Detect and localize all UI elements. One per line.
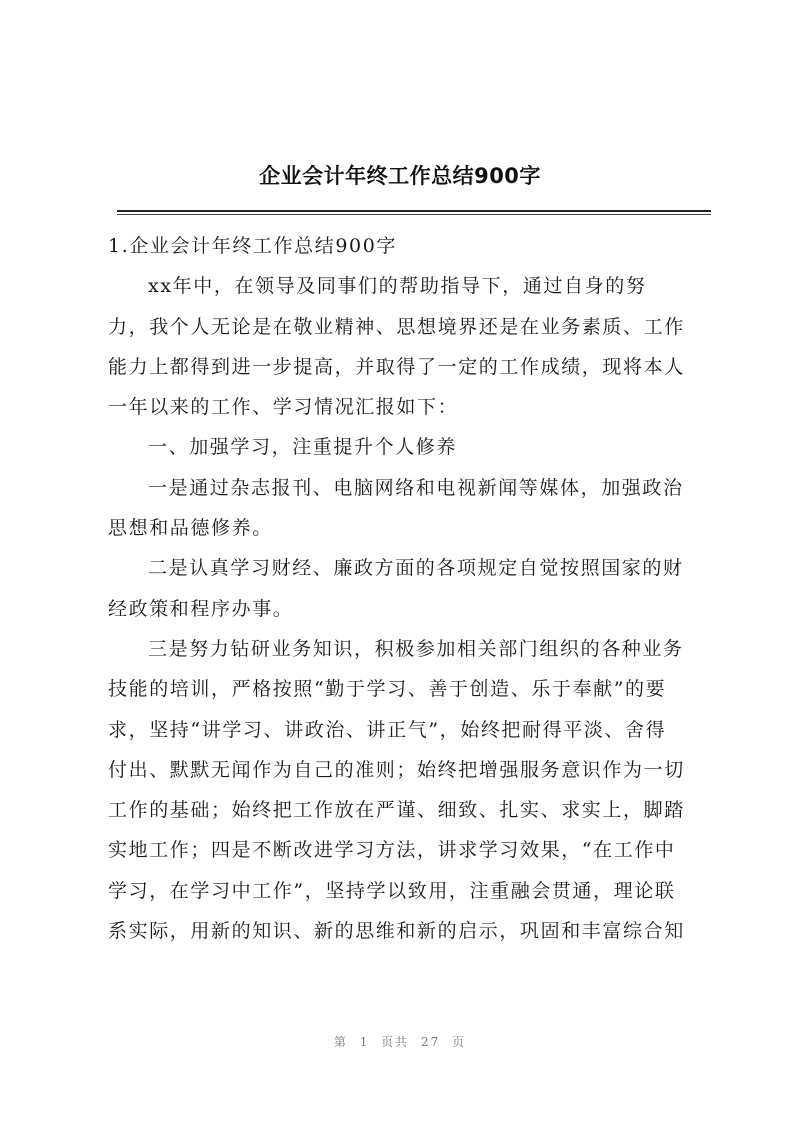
paragraph-line: 求，坚持“讲学习、讲政治、讲正气”，始终把耐得平淡、舍得 — [108, 718, 667, 741]
section-heading: 1.企业会计年终工作总结900字 — [108, 235, 397, 257]
paragraph-line: 系实际，用新的知识、新的思维和新的启示，巩固和丰富综合知 — [108, 920, 685, 943]
paragraph-line: 能力上都得到进一步提高，并取得了一定的工作成绩，现将本人 — [108, 355, 685, 378]
paragraph-line: 学习，在学习中工作”，坚持学以致用，注重融会贯通，理论联 — [108, 879, 676, 902]
paragraph-line: 二是认真学习财经、廉政方面的各项规定自觉按照国家的财 — [148, 557, 684, 580]
paragraph-line: 三是努力钻研业务知识，积极参加相关部门组织的各种业务 — [148, 637, 684, 660]
title-divider-thin — [117, 214, 711, 215]
paragraph-line: 一年以来的工作、学习情况汇报如下： — [108, 396, 459, 419]
paragraph-line: 实地工作；四是不断改进学习方法，讲求学习效果，“在工作中 — [108, 839, 676, 862]
paragraph-line: 技能的培训，严格按照“勤于学习、善于创造、乐于奉献”的要 — [108, 678, 667, 701]
page-number-footer: 第 1 页共 27 页 — [333, 1035, 467, 1049]
paragraph-line: 一是通过杂志报刊、电脑网络和电视新闻等媒体，加强政治 — [148, 476, 684, 499]
paragraph-line: 付出、默默无闻作为自己的准则；始终把增强服务意识作为一切 — [108, 758, 685, 781]
paragraph-line: 力，我个人无论是在敬业精神、思想境界还是在业务素质、工作 — [108, 315, 685, 338]
subsection-heading: 一、加强学习，注重提升个人修养 — [148, 436, 458, 459]
paragraph-line: xx年中，在领导及同事们的帮助指导下，通过自身的努 — [148, 275, 647, 298]
paragraph-line: 工作的基础；始终把工作放在严谨、细致、扎实、求实上，脚踏 — [108, 799, 685, 822]
title-divider-thick — [117, 210, 711, 212]
paragraph-line: 经政策和程序办事。 — [108, 597, 294, 620]
document-body — [108, 226, 712, 951]
paragraph-line: 思想和品德修养。 — [108, 517, 273, 540]
document-title: 企业会计年终工作总结900字 — [259, 164, 541, 188]
